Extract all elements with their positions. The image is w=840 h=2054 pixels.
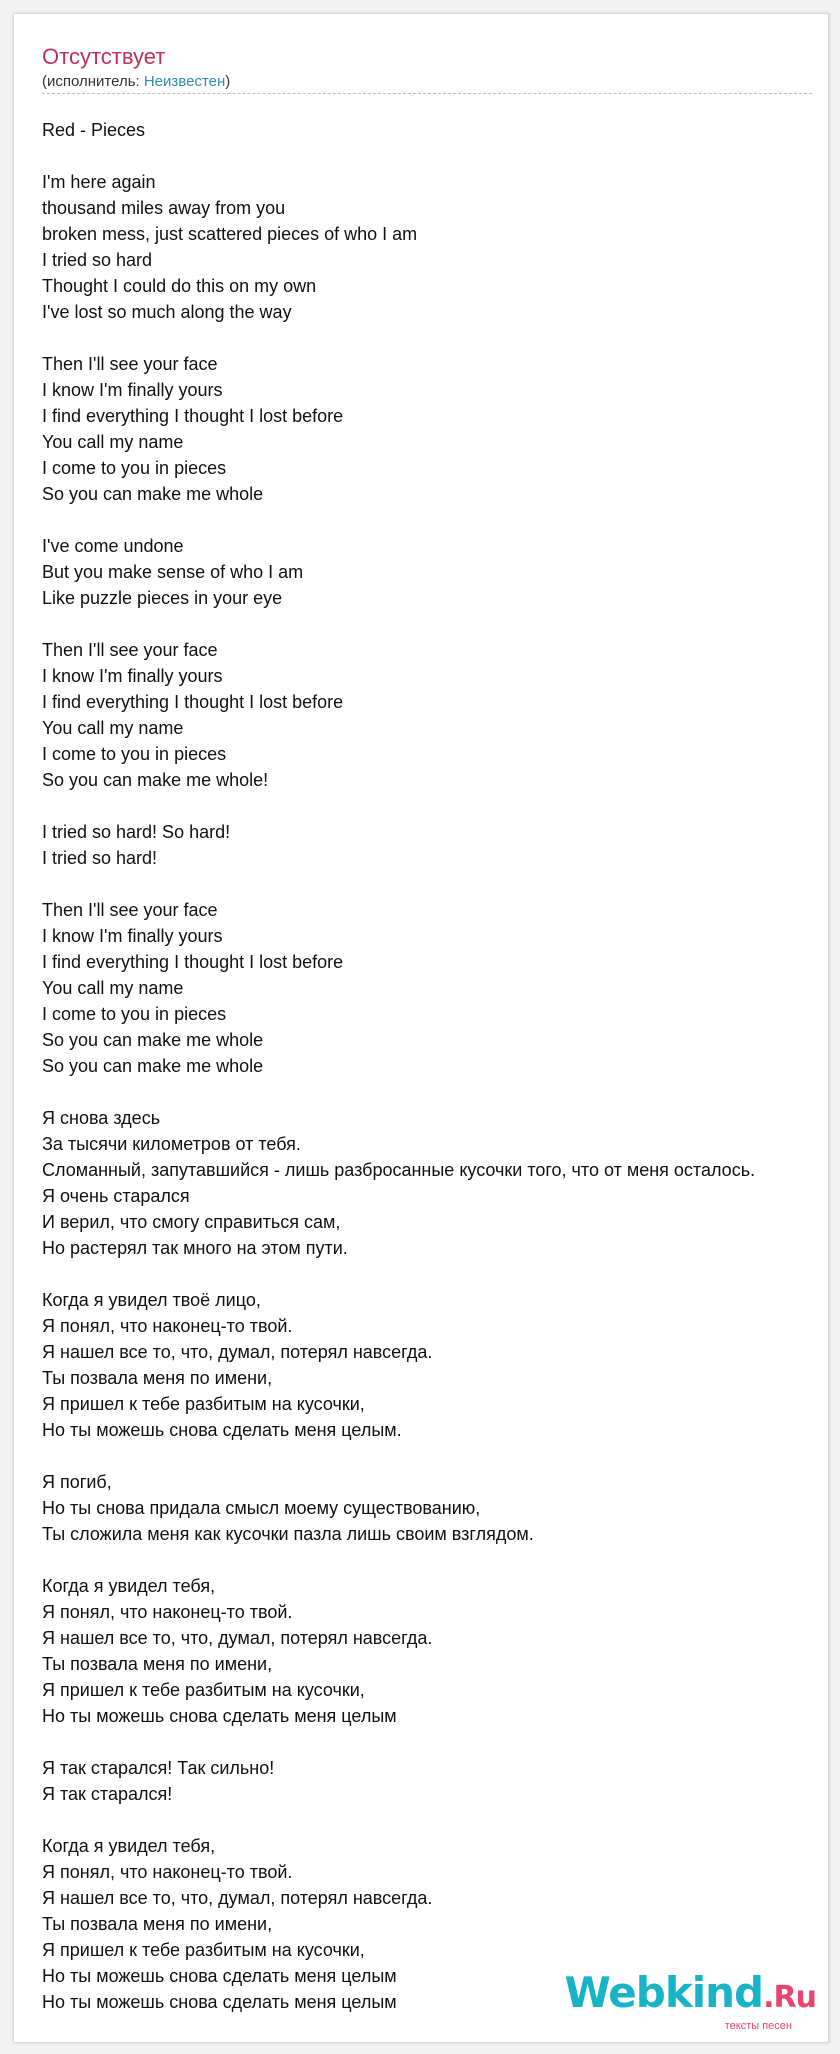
lyric-line: Но ты можешь снова сделать меня целым <box>42 1992 397 2012</box>
lyric-line: Я так старался! Так сильно! <box>42 1758 275 1778</box>
lyric-line: So you can make me whole! <box>42 770 269 790</box>
lyric-line: Ты позвала меня по имени, <box>42 1368 273 1388</box>
lyric-line: Then I'll see your face <box>42 900 218 920</box>
lyric-line: Я нашел все то, что, думал, потерял навсегда. <box>42 1342 433 1362</box>
artist-prefix: (исполнитель: <box>42 73 144 90</box>
lyric-line: Я очень старался <box>42 1186 190 1206</box>
lyric-line: Я нашел все то, что, думал, потерял навсегда. <box>42 1628 433 1648</box>
stanza-gap <box>42 507 755 533</box>
lyric-line: But you make sense of who I am <box>42 562 304 582</box>
lyric-line: Я снова здесь <box>42 1108 161 1128</box>
stanza-gap <box>42 871 755 897</box>
lyric-line: So you can make me whole <box>42 484 264 504</box>
lyric-line: So you can make me whole <box>42 1056 264 1076</box>
lyric-line: Я так старался! <box>42 1784 173 1804</box>
lyric-line: Когда я увидел тебя, <box>42 1836 216 1856</box>
lyric-line: Но ты можешь снова сделать меня целым <box>42 1966 397 1986</box>
lyric-line: Я пришел к тебе разбитым на кусочки, <box>42 1680 365 1700</box>
lyric-line: I tried so hard! <box>42 848 158 868</box>
lyric-line: За тысячи километров от тебя. <box>42 1134 301 1154</box>
stanza-gap <box>42 1079 755 1105</box>
lyric-line: I tried so hard! So hard! <box>42 822 231 842</box>
logo-brand: Webkind <box>564 1968 764 2017</box>
stanza-gap <box>42 325 755 351</box>
lyric-line: Когда я увидел твоё лицо, <box>42 1290 261 1310</box>
song-title: Отсутствует <box>42 44 166 69</box>
lyric-line: I'm here again <box>42 172 156 192</box>
lyric-line: I come to you in pieces <box>42 458 227 478</box>
lyric-line: Но ты можешь снова сделать меня целым <box>42 1706 397 1726</box>
lyric-line: thousand miles away from you <box>42 198 286 218</box>
artist-line <box>42 73 230 91</box>
lyric-line: Ты позвала меня по имени, <box>42 1914 273 1934</box>
artist-link[interactable]: Неизвестен <box>143 73 226 90</box>
stanza-gap <box>42 1443 755 1469</box>
header-divider <box>42 93 812 94</box>
lyric-line: Но ты снова придала смысл моему существованию, <box>42 1498 481 1518</box>
logo-tagline: тексты песен <box>724 2020 792 2032</box>
lyric-line: Я пришел к тебе разбитым на кусочки, <box>42 1394 365 1414</box>
stanza-gap <box>42 793 755 819</box>
lyrics-text <box>42 117 755 2015</box>
lyrics-card <box>13 13 829 2043</box>
artist-suffix: ) <box>225 73 231 90</box>
lyric-line: I find everything I thought I lost before <box>42 952 344 972</box>
lyric-line: Я понял, что наконец-то твой. <box>42 1602 293 1622</box>
lyric-line: Then I'll see your face <box>42 640 218 660</box>
lyric-line: Но ты можешь снова сделать меня целым. <box>42 1420 402 1440</box>
lyric-line: Thought I could do this on my own <box>42 276 317 296</box>
lyric-line: Ты сложила меня как кусочки пазла лишь своим взглядом. <box>42 1524 534 1544</box>
lyric-line: Я понял, что наконец-то твой. <box>42 1316 293 1336</box>
lyric-line: I find everything I thought I lost before <box>42 692 344 712</box>
site-logo[interactable] <box>564 1968 816 2020</box>
lyric-line: I tried so hard <box>42 250 153 270</box>
lyric-line: I've come undone <box>42 536 184 556</box>
lyric-line: I've lost so much along the way <box>42 302 292 322</box>
lyric-line: Red - Pieces <box>42 120 146 140</box>
logo-tld: .Ru <box>763 1980 816 2015</box>
lyric-line: Like puzzle pieces in your eye <box>42 588 283 608</box>
lyric-line: I come to you in pieces <box>42 744 227 764</box>
lyric-line: Ты позвала меня по имени, <box>42 1654 273 1674</box>
lyric-line: И верил, что смогу справиться сам, <box>42 1212 341 1232</box>
lyric-line: Сломанный, запутавшийся - лишь разбросанные кусочки того, что от меня осталось. <box>42 1160 756 1180</box>
lyric-line: I come to you in pieces <box>42 1004 227 1024</box>
lyric-line: Я погиб, <box>42 1472 112 1492</box>
stanza-gap <box>42 143 755 169</box>
lyric-line: You call my name <box>42 718 184 738</box>
stanza-gap <box>42 611 755 637</box>
lyric-line: I find everything I thought I lost before <box>42 406 344 426</box>
stanza-gap <box>42 1547 755 1573</box>
lyric-line: You call my name <box>42 978 184 998</box>
lyric-line: Я нашел все то, что, думал, потерял навсегда. <box>42 1888 433 1908</box>
lyric-line: I know I'm finally yours <box>42 666 223 686</box>
lyric-line: Но растерял так много на этом пути. <box>42 1238 348 1258</box>
stanza-gap <box>42 1807 755 1833</box>
stanza-gap <box>42 1729 755 1755</box>
lyric-line: broken mess, just scattered pieces of who I am <box>42 224 418 244</box>
lyric-line: Когда я увидел тебя, <box>42 1576 216 1596</box>
lyric-line: Я пришел к тебе разбитым на кусочки, <box>42 1940 365 1960</box>
lyric-line: So you can make me whole <box>42 1030 264 1050</box>
lyric-line: Я понял, что наконец-то твой. <box>42 1862 293 1882</box>
lyric-line: I know I'm finally yours <box>42 380 223 400</box>
lyric-line: You call my name <box>42 432 184 452</box>
stanza-gap <box>42 1261 755 1287</box>
lyric-line: Then I'll see your face <box>42 354 218 374</box>
lyric-line: I know I'm finally yours <box>42 926 223 946</box>
